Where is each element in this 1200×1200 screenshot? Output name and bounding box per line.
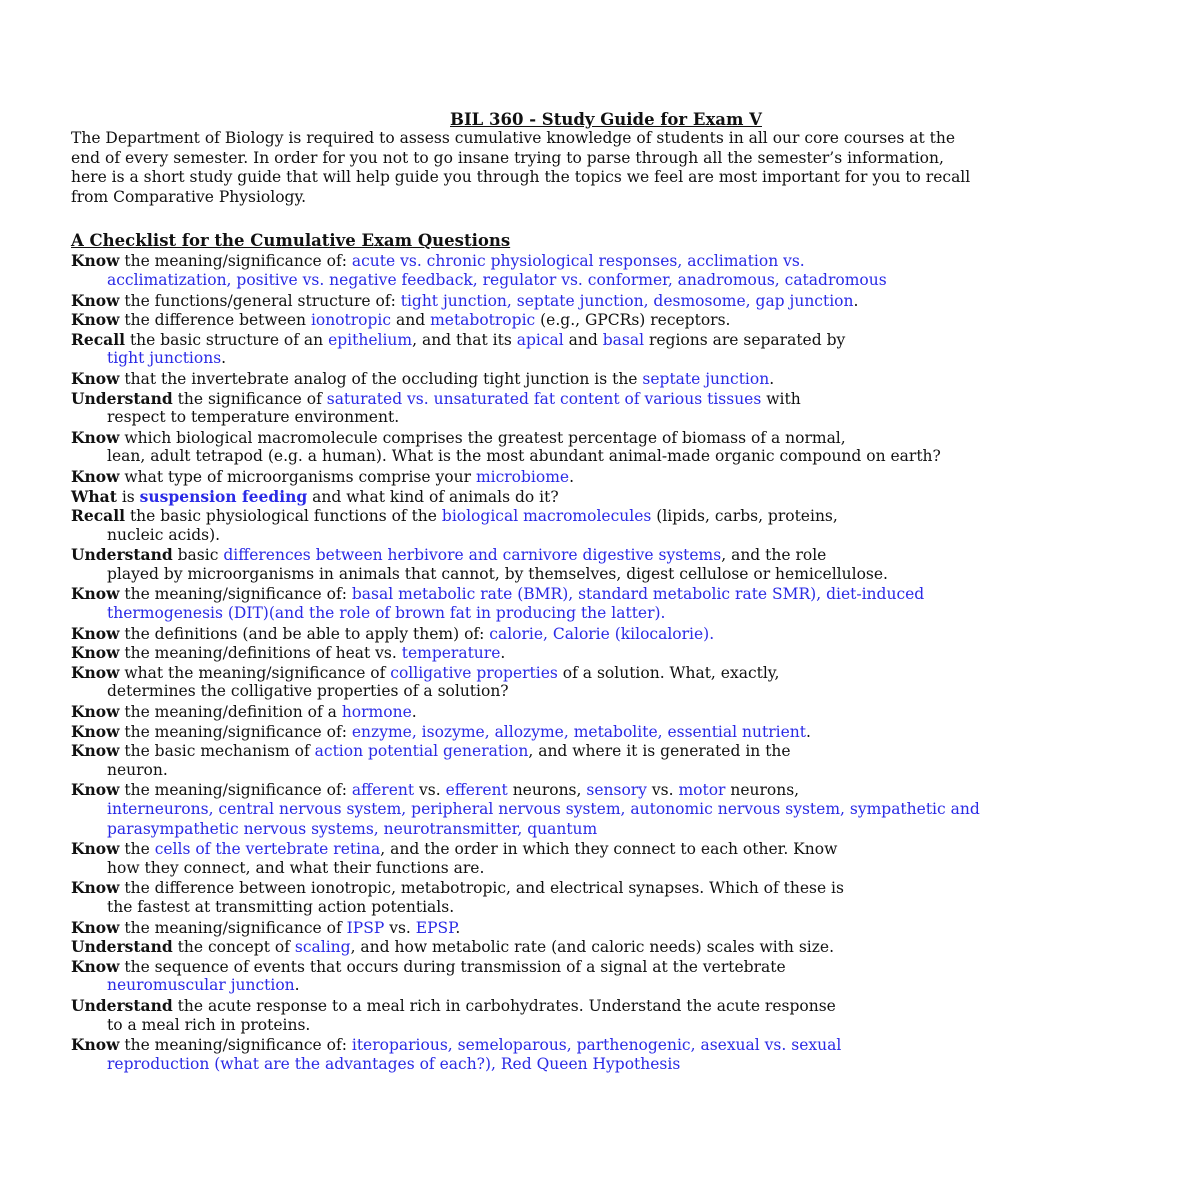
checklist-continuation-line [71, 898, 1141, 918]
checklist-continuation-line [71, 349, 1141, 369]
checklist-text: the concept of [172, 938, 295, 957]
highlighted-term: afferent [351, 781, 415, 800]
checklist-text: respect to temperature environment. [107, 408, 400, 427]
checklist-text: which biological macromolecule comprises the greatest percentage of biomass of a normal, [119, 428, 846, 447]
checklist-text: the difference between [119, 311, 311, 330]
checklist-item [71, 780, 1141, 800]
highlighted-term: interneurons, central nervous system, peripheral nervous system, autonomic nervous system, sympathetic and [107, 800, 980, 818]
checklist-text: the fastest at transmitting action potentials. [107, 897, 455, 916]
checklist-verb: Know [71, 956, 120, 976]
checklist-text: the meaning/definitions of heat vs. [119, 644, 402, 663]
highlighted-term: suspension feeding [139, 486, 308, 506]
highlighted-term: parasympathetic nervous systems, neurotransmitter, quantum [107, 819, 598, 838]
intro-line: end of every semester. In order for you not to go insane trying to parse through all the semester’s information, [71, 148, 944, 167]
intro-line: from Comparative Physiology. [71, 187, 307, 206]
checklist-verb: Recall [71, 506, 126, 526]
checklist-text: nucleic acids). [107, 525, 221, 544]
checklist-item [71, 624, 1141, 644]
checklist-text: vs. [414, 781, 446, 800]
checklist-text: and [391, 311, 431, 330]
checklist-item [71, 369, 1141, 389]
highlighted-term: acclimatization, positive vs. negative feedback, regulator vs. conformer, anadromous, catadromous [107, 270, 887, 289]
checklist-text: the meaning/significance of: [119, 781, 352, 800]
checklist-item [71, 702, 1141, 722]
checklist-text: basic [172, 546, 224, 565]
checklist-text: (e.g., GPCRs) receptors. [535, 311, 731, 330]
checklist-text: the basic physiological functions of the [125, 507, 442, 526]
checklist-verb: Understand [71, 937, 173, 957]
checklist-text: , and where it is generated in the [528, 742, 791, 761]
highlighted-term: microbiome [475, 467, 570, 486]
checklist-heading: A Checklist for the Cumulative Exam Questions [71, 231, 511, 251]
checklist-text: is [116, 487, 140, 506]
checklist-item [71, 291, 1141, 311]
checklist-text: with [761, 389, 801, 408]
checklist-text: and [563, 330, 603, 349]
checklist-text: . [500, 644, 506, 663]
highlighted-term: scaling [294, 938, 351, 957]
checklist-item [71, 937, 1141, 957]
checklist-item [71, 467, 1141, 487]
highlighted-term: IPSP [346, 918, 385, 937]
checklist-item [71, 722, 1141, 742]
checklist-continuation-line [71, 800, 1141, 820]
highlighted-term: apical [516, 330, 564, 349]
checklist-text: the basic mechanism of [119, 742, 315, 761]
checklist-text: . [455, 918, 461, 937]
checklist-item [71, 741, 1141, 761]
checklist-text: the meaning/significance of: [119, 722, 352, 741]
checklist-text: that the invertebrate analog of the occluding tight junction is the [119, 369, 643, 388]
checklist-text: the basic structure of an [125, 330, 329, 349]
checklist-text: , and the order in which they connect to each other. Know [380, 840, 838, 859]
highlighted-term: tight junction, septate junction, desmosome, gap junction [400, 291, 854, 310]
checklist-item [71, 389, 1141, 409]
highlighted-term: basal [602, 330, 645, 349]
checklist-item [71, 839, 1141, 859]
highlighted-term: epithelium [328, 330, 413, 349]
checklist-text: the [119, 840, 155, 859]
highlighted-term: basal metabolic rate (BMR), standard metabolic rate SMR), diet-induced [351, 585, 925, 604]
checklist-continuation-line [71, 1055, 1141, 1075]
checklist-text: the significance of [172, 389, 327, 408]
checklist-item [71, 957, 1141, 977]
checklist-text: what the meaning/significance of [119, 663, 391, 682]
checklist-item [71, 918, 1141, 938]
highlighted-term: temperature [401, 644, 501, 663]
highlighted-term: biological macromolecules [441, 507, 652, 526]
checklist-text: the meaning/significance of: [119, 585, 352, 604]
checklist-item [71, 506, 1141, 526]
checklist-text: (lipids, carbs, proteins, [651, 507, 838, 526]
checklist-text: , and that its [412, 330, 517, 349]
checklist-text: vs. [384, 918, 416, 937]
highlighted-term: neuromuscular junction [107, 976, 295, 995]
checklist-verb: Know [71, 584, 120, 604]
checklist-text: lean, adult tetrapod (e.g. a human). What is the most abundant animal-made organic compound on earth? [107, 447, 941, 466]
checklist-text: determines the colligative properties of a solution? [107, 682, 509, 701]
checklist-text: . [769, 369, 775, 388]
highlighted-term: sensory [586, 781, 647, 800]
checklist-text: what type of microorganisms comprise your [119, 467, 476, 486]
highlighted-term: saturated vs. unsaturated fat content of various tissues [326, 389, 762, 408]
checklist-text: played by microorganisms in animals that cannot, by themselves, digest cellulose or hemicellulose. [107, 564, 888, 583]
checklist-continuation-line [71, 859, 1141, 879]
checklist-verb: Know [71, 643, 120, 663]
checklist-continuation-line [71, 271, 1141, 291]
checklist-verb: Know [71, 290, 120, 310]
checklist-text: the functions/general structure of: [119, 291, 401, 310]
checklist-verb: Know [71, 623, 120, 643]
highlighted-term: motor [678, 781, 726, 800]
checklist-text: regions are separated by [644, 330, 846, 349]
checklist-text: to a meal rich in proteins. [107, 1015, 311, 1034]
checklist-text: the meaning/significance of [119, 918, 347, 937]
intro-paragraph [71, 129, 1141, 207]
checklist-item [71, 330, 1141, 350]
checklist-text: vs. [646, 781, 679, 800]
checklist-item [71, 251, 1141, 271]
checklist-item [71, 878, 1141, 898]
checklist-continuation-line [71, 682, 1141, 702]
checklist-item [71, 487, 1141, 507]
checklist-verb: Know [71, 780, 120, 800]
checklist-item [71, 996, 1141, 1016]
checklist-item [71, 428, 1141, 448]
checklist-verb: Understand [71, 995, 173, 1015]
checklist-text: . [805, 722, 811, 741]
checklist-item [71, 643, 1141, 663]
highlighted-term: reproduction (what are the advantages of each?), Red Queen Hypothesis [107, 1054, 681, 1073]
highlighted-term: calorie, Calorie (kilocalorie). [489, 624, 715, 643]
checklist-verb: Understand [71, 545, 173, 565]
checklist-verb: Know [71, 917, 120, 937]
checklist-text: the acute response to a meal rich in carbohydrates. Understand the acute response [172, 996, 836, 1015]
checklist-text: how they connect, and what their functions are. [107, 858, 485, 877]
highlighted-term: hormone [341, 703, 412, 722]
checklist-verb: Know [71, 466, 120, 486]
checklist-continuation-line [71, 976, 1141, 996]
checklist-verb: Know [71, 251, 120, 271]
checklist-continuation-line [71, 604, 1141, 624]
checklist-text: , and the role [721, 546, 827, 565]
checklist-verb: Know [71, 1035, 120, 1055]
intro-line: The Department of Biology is required to assess cumulative knowledge of students in all our core courses at the [71, 129, 956, 147]
checklist-text: . [294, 976, 300, 995]
checklist-text: . [853, 291, 859, 310]
checklist-verb: Recall [71, 329, 126, 349]
checklist-continuation-line [71, 447, 1141, 467]
highlighted-term: septate junction [642, 369, 770, 388]
doc-title: BIL 360 - Study Guide for Exam V [450, 110, 762, 129]
highlighted-term: acute vs. chronic physiological responses, acclimation vs. [351, 252, 805, 271]
highlighted-term: EPSP [415, 918, 456, 937]
highlighted-term: colligative properties [390, 663, 558, 682]
highlighted-term: differences between herbivore and carnivore digestive systems [223, 546, 722, 565]
checklist-text: neurons, [725, 781, 800, 800]
checklist-verb: Know [71, 839, 120, 859]
highlighted-term: enzyme, isozyme, allozyme, metabolite, essential nutrient [351, 722, 806, 741]
highlighted-term: cells of the vertebrate retina [154, 840, 381, 859]
checklist-text: neurons, [507, 781, 587, 800]
checklist-text: the definitions (and be able to apply them) of: [119, 624, 490, 643]
checklist-item [71, 310, 1141, 330]
checklist-item [71, 584, 1141, 604]
checklist-text: the meaning/significance of: [119, 252, 352, 271]
checklist-text: , and how metabolic rate (and caloric needs) scales with size. [350, 938, 835, 957]
checklist-verb: Understand [71, 388, 173, 408]
checklist-item [71, 1035, 1141, 1055]
checklist-text: of a solution. What, exactly, [557, 663, 780, 682]
checklist-verb: Know [71, 368, 120, 388]
checklist-text: . [221, 349, 227, 368]
checklist-text: . [569, 467, 575, 486]
checklist-text: the meaning/significance of: [119, 1036, 352, 1055]
checklist-continuation-line [71, 761, 1141, 781]
checklist-text: the sequence of events that occurs during transmission of a signal at the vertebrate [119, 957, 786, 976]
checklist-verb: Know [71, 310, 120, 330]
checklist-verb: Know [71, 721, 120, 741]
checklist [71, 251, 1141, 1074]
checklist-verb: Know [71, 702, 120, 722]
checklist-text: and what kind of animals do it? [307, 487, 559, 506]
highlighted-term: thermogenesis (DIT)(and the role of brown fat in producing the latter). [107, 604, 666, 623]
checklist-continuation-line [71, 565, 1141, 585]
checklist-text: neuron. [107, 760, 168, 779]
checklist-verb: Know [71, 662, 120, 682]
checklist-continuation-line [71, 408, 1141, 428]
checklist-continuation-line [71, 1016, 1141, 1036]
document-page [71, 110, 1141, 1074]
checklist-text: the difference between ionotropic, metabotropic, and electrical synapses. Which of these is [119, 879, 844, 898]
checklist-item [71, 545, 1141, 565]
checklist-verb: Know [71, 878, 120, 898]
checklist-verb: Know [71, 427, 120, 447]
highlighted-term: tight junctions [107, 349, 222, 368]
checklist-item [71, 663, 1141, 683]
highlighted-term: efferent [445, 781, 508, 800]
checklist-text: the meaning/definition of a [119, 703, 342, 722]
highlighted-term: iteroparious, semeloparous, parthenogenic, asexual vs. sexual [351, 1036, 842, 1055]
checklist-continuation-line [71, 526, 1141, 546]
intro-line: here is a short study guide that will help guide you through the topics we feel are most important for you to recall [71, 168, 971, 187]
checklist-verb: Know [71, 741, 120, 761]
highlighted-term: action potential generation [314, 742, 529, 761]
checklist-verb: What [71, 486, 117, 506]
highlighted-term: metabotropic [430, 311, 536, 330]
checklist-text: . [411, 703, 417, 722]
highlighted-term: ionotropic [310, 311, 392, 330]
checklist-continuation-line [71, 820, 1141, 840]
